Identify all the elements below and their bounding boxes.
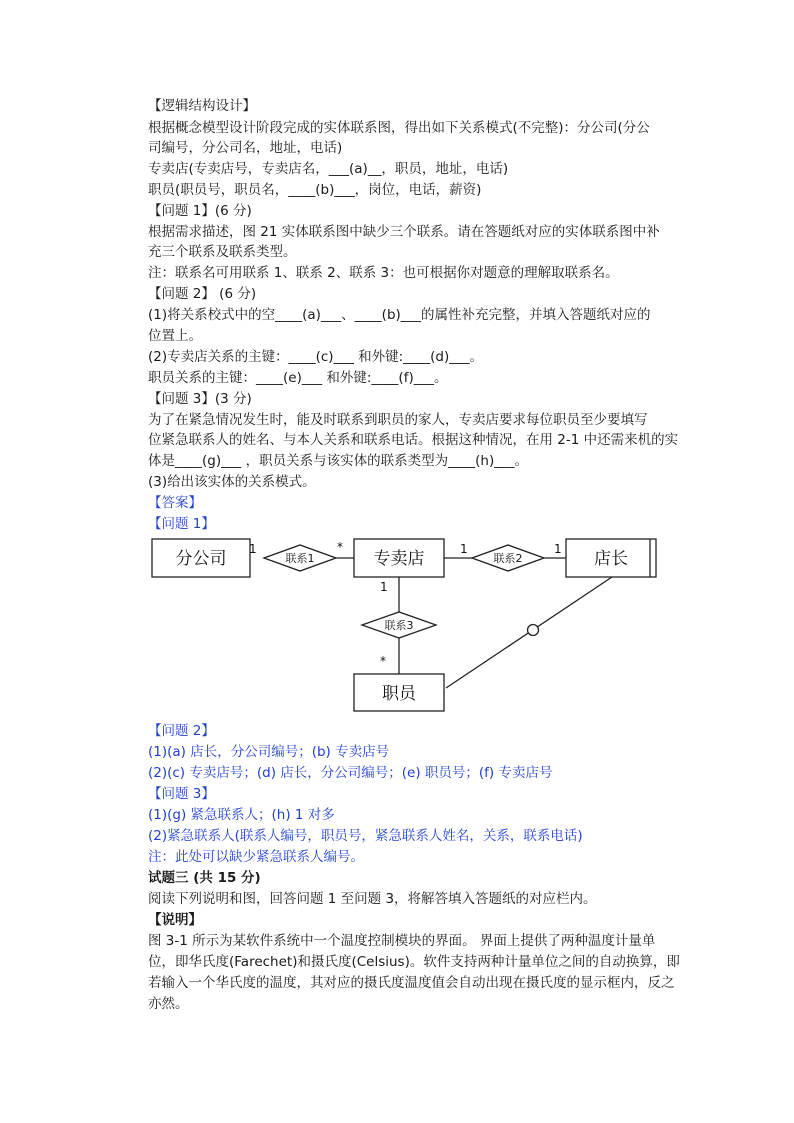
question1-heading: 【问题 1】(6 分) bbox=[148, 203, 252, 219]
relationship-r1-label: 联系1 bbox=[285, 552, 315, 565]
answer-q2-text: (1)(a) 店长，分公司编号；(b) 专卖店号 bbox=[148, 744, 390, 760]
cardinality-store-r2: 1 bbox=[460, 542, 468, 556]
entity-manager-label: 店长 bbox=[594, 549, 628, 569]
entity-store-label: 专卖店 bbox=[373, 549, 425, 569]
answer-q3-text: (1)(g) 紧急联系人；(h) 1 对多 bbox=[148, 807, 335, 823]
cardinality-store-r3: 1 bbox=[380, 580, 388, 594]
question3-text: (3)给出该实体的关系模式。 bbox=[148, 474, 316, 490]
question3-text: 体是____(g)___ ，职员关系与该实体的联系类型为____(h)___。 bbox=[148, 453, 528, 469]
cardinality-r1-store: * bbox=[337, 540, 343, 554]
answer-q3-text: (2)紧急联系人(联系人编号，职员号，紧急联系人姓名，关系，联系电话) bbox=[148, 828, 583, 844]
section3-desc: 位，即华氏度(Farechet)和摄氏度(Celsius)。软件支持两种计量单位之间的自动换算，即 bbox=[148, 954, 680, 970]
question2-text: (2)专卖店关系的主键：____(c)___ 和外键:____(d)___。 bbox=[148, 349, 484, 365]
intro-text: 根据概念模型设计阶段完成的实体联系图，得出如下关系模式(不完整)：分公司(分公 bbox=[148, 120, 650, 136]
schema-store: 专卖店(专卖店号，专卖店名，___(a)__，职员，地址，电话) bbox=[148, 161, 509, 177]
answer-q3-note: 注：此处可以缺少紧急联系人编号。 bbox=[148, 849, 364, 865]
section3-title: 试题三 (共 15 分) bbox=[148, 870, 261, 886]
cardinality-r2-manager: 1 bbox=[554, 542, 562, 556]
question1-text: 根据需求描述，图 21 实体联系图中缺少三个联系。请在答题纸对应的实体联系图中补 bbox=[148, 224, 660, 240]
cardinality-r3-staff: * bbox=[380, 654, 386, 668]
answer-q2-heading: 【问题 2】 bbox=[148, 723, 215, 739]
section3-desc: 若输入一个华氏度的温度，其对应的摄氏度温度值会自动出现在摄氏度的显示框内，反之 bbox=[148, 975, 675, 991]
answer-q1-heading: 【问题 1】 bbox=[148, 516, 215, 532]
section3-desc-heading: 【说明】 bbox=[148, 912, 202, 928]
question3-heading: 【问题 3】(3 分) bbox=[148, 391, 252, 407]
answer-q2-text: (2)(c) 专卖店号；(d) 店长，分公司编号；(e) 职员号；(f) 专卖店号 bbox=[148, 765, 553, 781]
intro-text: 司编号，分公司名，地址，电话) bbox=[148, 140, 343, 156]
question2-text: (1)将关系校式中的空____(a)___、____(b)___的属性补充完整，并填入答题纸对应的 bbox=[148, 307, 651, 323]
schema-staff: 职员(职员号，职员名，____(b)___，岗位，电话，薪资) bbox=[148, 182, 482, 198]
question2-text: 位置上。 bbox=[148, 328, 202, 344]
relationship-r3-label: 联系3 bbox=[384, 619, 414, 632]
question1-note: 注：联系名可用联系 1、联系 2、联系 3：也可根据你对题意的理解取联系名。 bbox=[148, 265, 619, 281]
er-diagram bbox=[150, 530, 670, 720]
entity-branch-label: 分公司 bbox=[175, 549, 227, 569]
section3-instruction: 阅读下列说明和图，回答问题 1 至问题 3，将解答填入答题纸的对应栏内。 bbox=[148, 891, 597, 907]
answer-q3-heading: 【问题 3】 bbox=[148, 786, 215, 802]
entity-staff-label: 职员 bbox=[382, 684, 416, 704]
question1-text: 充三个联系及联系类型。 bbox=[148, 244, 297, 260]
section3-desc: 图 3-1 所示为某软件系统中一个温度控制模块的界面。 界面上提供了两种温度计量单 bbox=[148, 933, 656, 949]
answer-heading: 【答案】 bbox=[148, 495, 202, 511]
question2-heading: 【问题 2】 (6 分) bbox=[148, 286, 257, 302]
optional-marker bbox=[528, 625, 539, 636]
section3-desc: 亦然。 bbox=[148, 996, 189, 1012]
question3-text: 位紧急联系人的姓名、与本人关系和联系电话。根据这种情况，在用 2-1 中还需来机的实 bbox=[148, 432, 679, 448]
cardinality-branch-r1: 1 bbox=[249, 542, 257, 556]
question2-text: 职员关系的主键：____(e)___ 和外键:____(f)___。 bbox=[148, 370, 448, 386]
section-heading: 【逻辑结构设计】 bbox=[148, 98, 256, 114]
relationship-r2-label: 联系2 bbox=[493, 552, 523, 565]
question3-text: 为了在紧急情况发生时，能及时联系到职员的家人，专卖店要求每位职员至少要填写 bbox=[148, 412, 648, 428]
